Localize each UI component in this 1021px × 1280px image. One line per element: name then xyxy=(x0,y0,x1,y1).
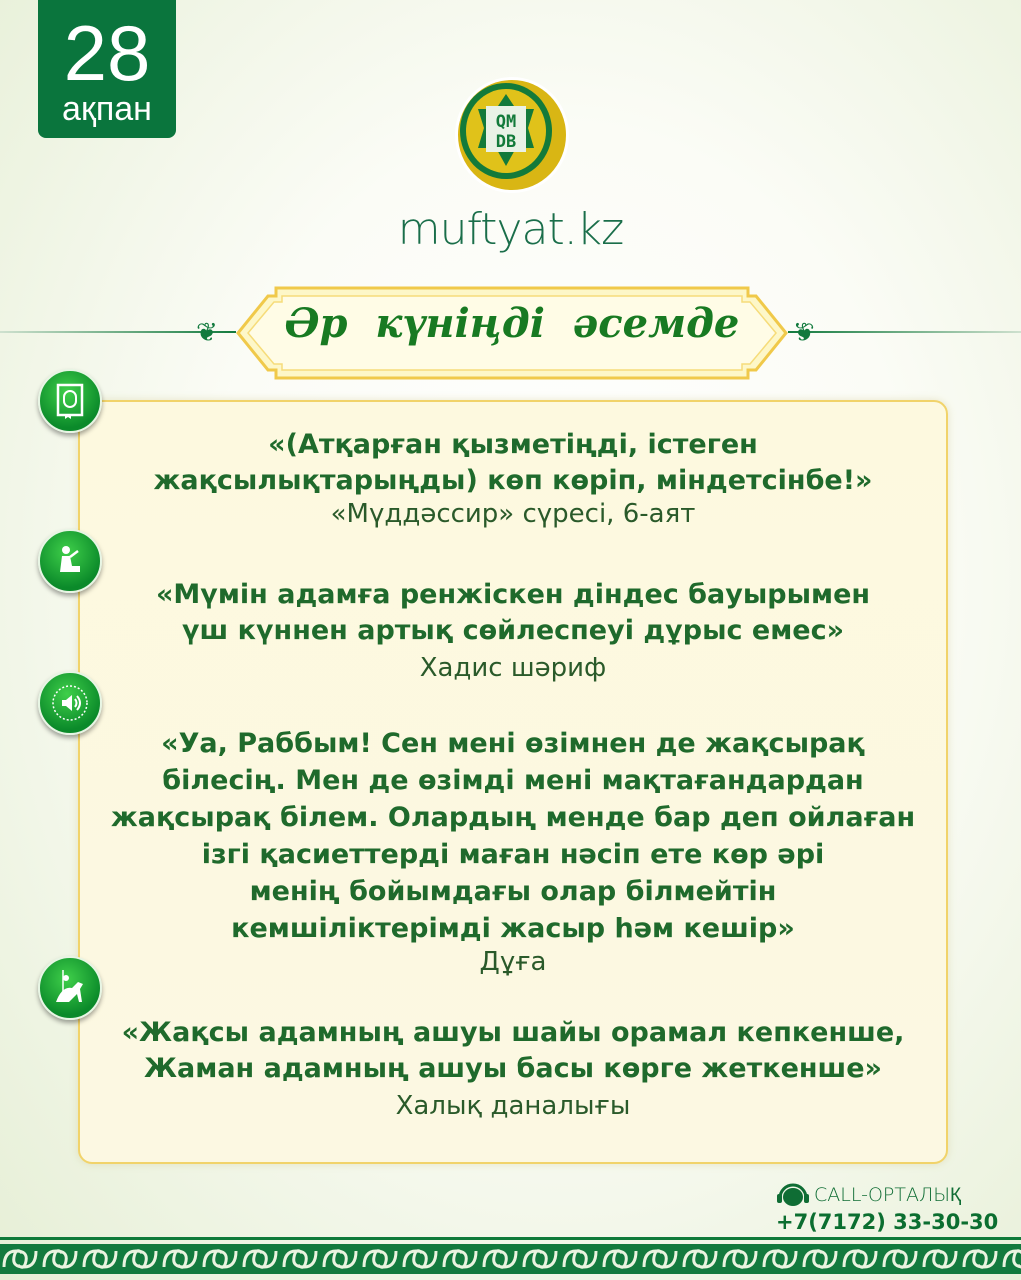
banner-title: Әр күніңді әсемде xyxy=(284,300,740,347)
call-center-label: CALL-ОРТАЛЫҚ xyxy=(814,1184,962,1206)
quote-line: ізгі қасиеттерді маған нәсіп ете көр әрі xyxy=(201,839,825,870)
speaker-icon xyxy=(38,671,102,735)
quote-line: «(Атқарған қызметіңді, істеген xyxy=(268,429,758,460)
quran-icon xyxy=(38,369,102,433)
quote-line: Жаман адамның ашуы басы көрге жеткенше» xyxy=(144,1053,882,1084)
divider-right xyxy=(788,331,1021,333)
date-month: ақпан xyxy=(62,90,152,128)
quote-prayer xyxy=(100,725,926,977)
date-day: 28 xyxy=(63,9,151,97)
quote-line: «Мүмін адамға ренжіскен діндес бауырымен xyxy=(155,579,871,610)
quote-line: жақсылықтарыңды) көп көріп, міндетсінбе!» xyxy=(153,465,873,496)
quote-line: «Жақсы адамның ашуы шайы орамал кепкенше, xyxy=(121,1017,905,1048)
quote-line: жақсырақ білем. Олардың менде бар деп ойлаған xyxy=(110,802,916,833)
ornament-right-icon: ❦ xyxy=(793,318,815,348)
quote-source: Халық даналығы xyxy=(395,1091,631,1121)
quote-line: менің бойымдағы олар білмейтін xyxy=(249,876,777,907)
quote-source: Хадис шәриф xyxy=(419,653,607,683)
quote-proverb xyxy=(100,1015,926,1121)
date-badge xyxy=(38,0,176,138)
svg-text:DB: DB xyxy=(495,132,517,152)
horseman-icon xyxy=(38,956,102,1020)
site-name: muftyat.kz xyxy=(397,204,624,255)
quote-line: үш күннен артық сөйлеспеуі дұрыс емес» xyxy=(181,615,845,646)
qmdb-logo xyxy=(454,76,570,194)
quote-source: Дұға xyxy=(479,947,547,977)
quote-hadith xyxy=(100,577,926,683)
quote-source: «Мүддәссир» сүресі, 6-аят xyxy=(330,499,696,529)
quote-line: білесің. Мен де өзімді мені мақтағандардан xyxy=(162,765,864,796)
svg-text:QM: QM xyxy=(495,112,517,132)
quote-line: «Уа, Раббым! Сен мені өзімнен де жақсырақ xyxy=(161,728,865,759)
headset-icon xyxy=(776,1180,810,1210)
ornament-left-icon: ❦ xyxy=(196,318,218,348)
quote-quran xyxy=(100,427,926,529)
praying-person-icon xyxy=(38,529,102,593)
ornament-border xyxy=(0,1237,1021,1280)
phone-number[interactable]: +7(7172) 33-30-30 xyxy=(776,1210,999,1234)
quote-line: кемшіліктерімді жасыр һәм кешір» xyxy=(231,913,795,944)
